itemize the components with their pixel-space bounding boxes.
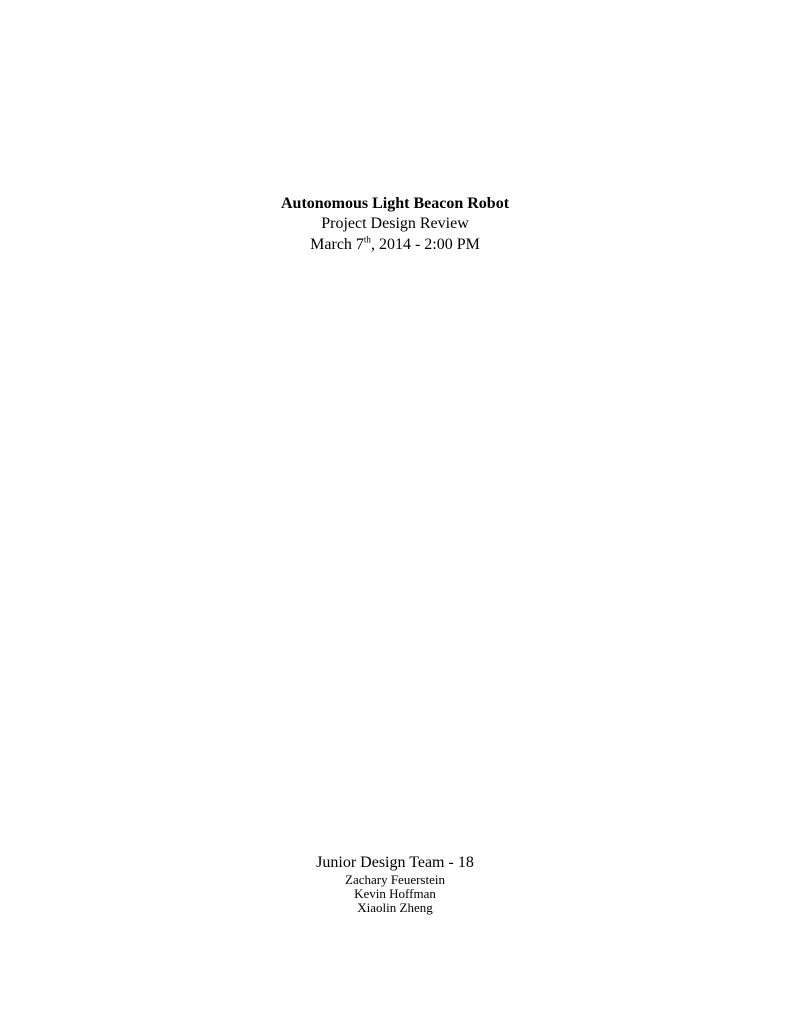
team-member: Kevin Hoffman (354, 886, 436, 901)
team-member: Zachary Feuerstein (345, 872, 445, 887)
team-name: Junior Design Team - 18 (316, 854, 474, 871)
document-subtitle: Project Design Review (321, 215, 469, 232)
team-member: Xiaolin Zheng (357, 900, 433, 915)
date-ordinal-suffix: th (363, 234, 371, 245)
cover-title-block (0, 194, 790, 255)
date-rest: , 2014 - 2:00 PM (370, 236, 480, 253)
document-title: Autonomous Light Beacon Robot (280, 195, 510, 212)
team-block (0, 853, 790, 915)
document-date (0, 234, 790, 255)
date-month-day: March 7 (310, 236, 364, 253)
